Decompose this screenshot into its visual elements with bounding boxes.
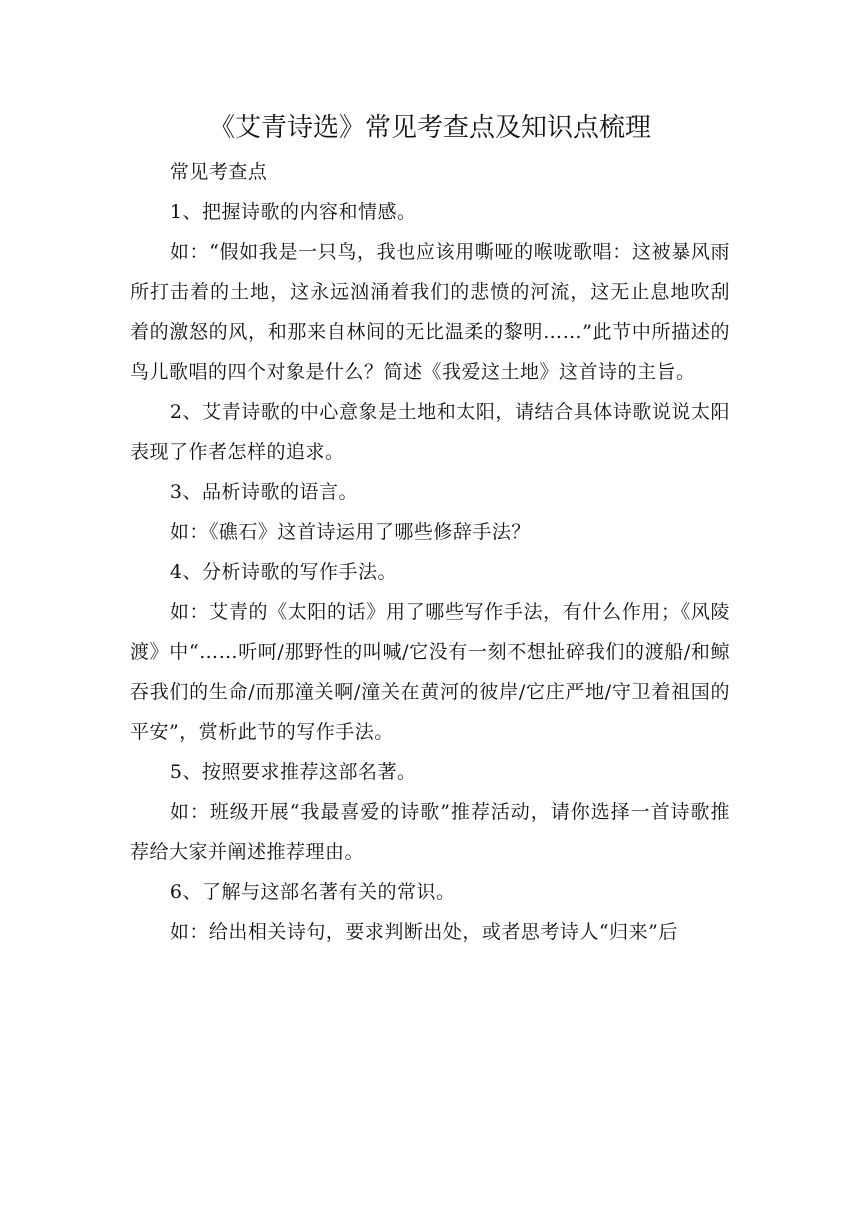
- point-6-heading: 6、了解与这部名著有关的常识。: [169, 881, 456, 903]
- document-body: [130, 152, 730, 952]
- point-2-heading: 2、艾青诗歌的中心意象是土地和太阳，请结合具体诗歌说说太阳表现了作者怎样的追求。: [130, 401, 730, 463]
- point-3-example: 如：《礁石》这首诗运用了哪些修辞手法？: [169, 521, 531, 543]
- point-1-heading: 1、把握诗歌的内容和情感。: [169, 201, 417, 223]
- point-5-example: 如：班级开展“我最喜爱的诗歌”推荐活动，请你选择一首诗歌推荐给大家并阐述推荐理由。: [130, 801, 730, 863]
- point-5-heading: 5、按照要求推荐这部名著。: [169, 761, 417, 783]
- point-3-heading: 3、品析诗歌的语言。: [169, 481, 358, 503]
- section-heading: 常见考查点: [169, 161, 268, 183]
- point-6-example: 如：给出相关诗句，要求判断出处，或者思考诗人“归来”后: [169, 921, 678, 943]
- point-1-example: 如：“假如我是一只鸟，我也应该用嘶哑的喉咙歌唱：这被暴风雨所打击着的土地，这永远汹涌着我们的悲愤的河流，这无止息地吹刮着的激怒的风，和那来自林间的无比温柔的黎明……”此节中所描述的鸟儿歌唱的四个对象是什么？简述《我爱这土地》这首诗的主旨。: [130, 241, 730, 383]
- document-title: 《艾青诗选》常见考查点及知识点梳理: [208, 113, 651, 143]
- point-4-example: 如：艾青的《太阳的话》用了哪些写作手法，有什么作用；《风陵渡》中“……听呵/那野性的叫喊/它没有一刻不想扯碎我们的渡船/和鲸吞我们的生命/而那潼关啊/潼关在黄河的彼岸/它庄严地/守卫着祖国的平安”，赏析此节的写作手法。: [130, 601, 730, 743]
- point-4-heading: 4、分析诗歌的写作手法。: [169, 561, 397, 583]
